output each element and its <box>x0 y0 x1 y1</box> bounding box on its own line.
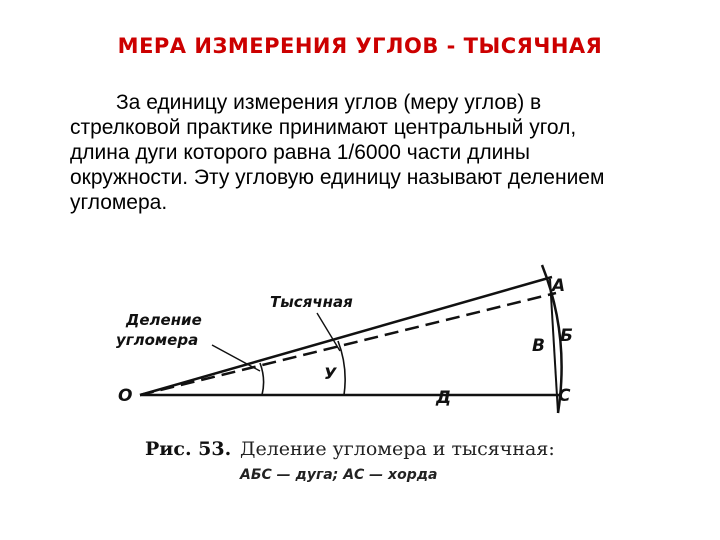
caption-line2: АБС — дуга; АС — хорда <box>240 467 438 483</box>
label-d: Д <box>436 388 452 408</box>
label-u: У <box>324 364 337 383</box>
caption-text: Деление угломера и тысячная: <box>240 438 555 460</box>
angle-diagram <box>112 255 592 495</box>
body-paragraph <box>70 90 630 215</box>
angle-arc-small <box>260 363 264 395</box>
label-v: В <box>532 336 545 356</box>
label-division-1: Деление <box>126 311 202 329</box>
label-a: А <box>552 276 566 296</box>
caption-fig-number: Рис. 53. <box>145 438 232 460</box>
figure <box>112 255 592 495</box>
slide-title: МЕРА ИЗМЕРЕНИЯ УГЛОВ - ТЫСЯЧНАЯ <box>117 34 603 58</box>
label-thousandth: Тысячная <box>270 293 353 311</box>
label-o: О <box>118 386 133 406</box>
label-division-2: угломера <box>116 331 199 349</box>
label-c: С <box>558 386 571 406</box>
leader-thousandth <box>317 313 340 351</box>
label-b: Б <box>560 326 573 346</box>
paragraph-text: За единицу измерения углов (меру углов) в стрелковой практике принимают центральный угол, длина дуги которого равна 1/6000 части длины окружности. Эту угловую единицу называют делением угломера. <box>70 91 605 214</box>
